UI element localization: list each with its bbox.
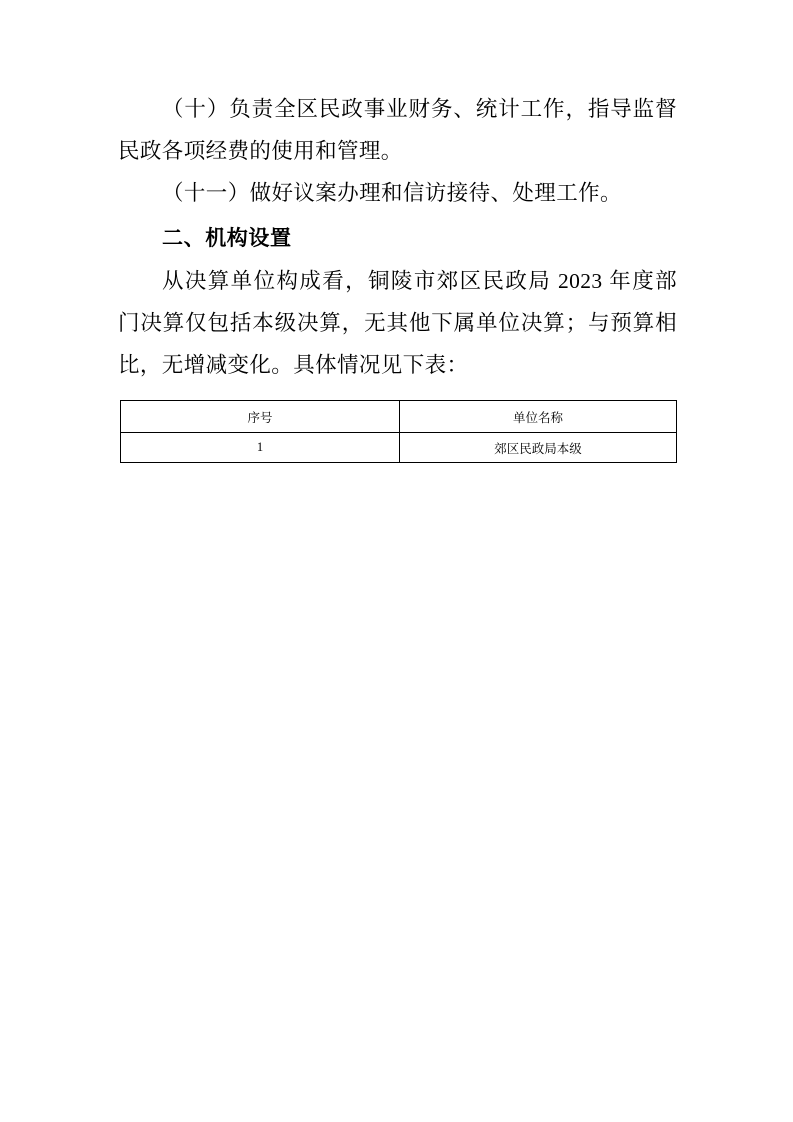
table-cell-unit-name: 郊区民政局本级 (400, 433, 677, 463)
paragraph-item-11: （十一）做好议案办理和信访接待、处理工作。 (162, 181, 622, 205)
paragraph-final-accounts-units: 从决算单位构成看，铜陵市郊区民政局 2023 年度部门决算仅包括本级决算，无其他下属单位决算；与预算相比，无增减变化。具体情况见下表： (118, 269, 677, 377)
table-cell-sequence: 1 (121, 433, 400, 463)
table-header-unit-name: 单位名称 (400, 401, 677, 433)
table-row (121, 433, 677, 463)
table-header-row (121, 401, 677, 433)
table-header-sequence: 序号 (121, 401, 400, 433)
section-heading-organization-setup: 二、机构设置 (162, 227, 292, 250)
units-table (120, 400, 677, 463)
paragraph-item-10: （十）负责全区民政事业财务、统计工作，指导监督民政各项经费的使用和管理。 (118, 97, 677, 163)
